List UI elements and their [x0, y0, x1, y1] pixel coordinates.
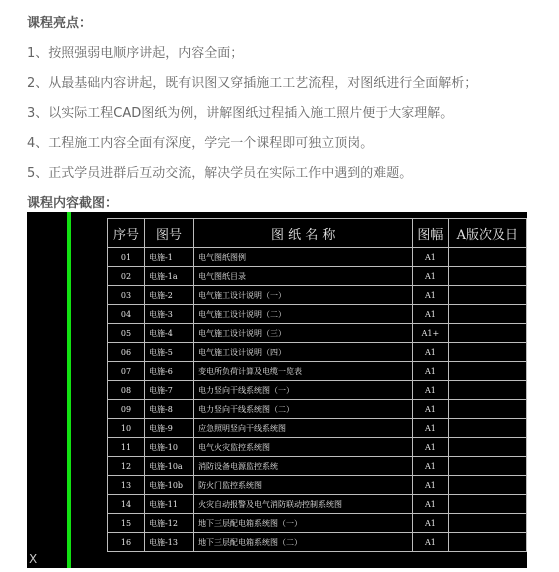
- row-drawing-no: 电施-5: [145, 343, 194, 362]
- row-no: 08: [108, 381, 145, 400]
- table-row: [108, 438, 527, 457]
- row-format: A1: [413, 419, 448, 438]
- row-revision: [448, 381, 526, 400]
- row-no: 02: [108, 267, 145, 286]
- row-drawing-name: 火灾自动报警及电气消防联动控制系统图: [194, 495, 413, 514]
- row-drawing-name: 变电所负荷计算及电缆一览表: [194, 362, 413, 381]
- row-drawing-name: 电气火灾监控系统图: [194, 438, 413, 457]
- row-no: 16: [108, 533, 145, 552]
- row-format: A1: [413, 343, 448, 362]
- table-row: [108, 267, 527, 286]
- header-drawing-no: 图号: [145, 219, 194, 248]
- highlight-item: 1、按照强弱电顺序讲起，内容全面；: [27, 46, 244, 61]
- table-row: [108, 495, 527, 514]
- row-revision: [448, 419, 526, 438]
- table-row: [108, 381, 527, 400]
- row-no: 07: [108, 362, 145, 381]
- row-revision: [448, 514, 526, 533]
- highlight-item: 5、正式学员进群后互动交流，解决学员在实际工作中遇到的难题。: [27, 166, 413, 181]
- table-row: [108, 400, 527, 419]
- row-format: A1: [413, 476, 448, 495]
- table-row: [108, 476, 527, 495]
- green-divider-line: [67, 212, 71, 568]
- row-revision: [448, 438, 526, 457]
- row-revision: [448, 400, 526, 419]
- row-drawing-no: 电施-7: [145, 381, 194, 400]
- row-drawing-no: 电施-10a: [145, 457, 194, 476]
- row-drawing-name: 消防设备电源监控系统: [194, 457, 413, 476]
- row-drawing-no: 电施-9: [145, 419, 194, 438]
- table-row: [108, 286, 527, 305]
- row-format: A1: [413, 438, 448, 457]
- row-format: A1: [413, 267, 448, 286]
- row-drawing-name: 防火门监控系统图: [194, 476, 413, 495]
- screenshot-heading: 课程内容截图：: [27, 196, 119, 211]
- header-format: 图幅: [413, 219, 448, 248]
- row-no: 12: [108, 457, 145, 476]
- table-row: [108, 419, 527, 438]
- row-drawing-name: 电力竖向干线系统图（二）: [194, 400, 413, 419]
- row-format: A1: [413, 248, 448, 267]
- row-drawing-name: 电气图纸图例: [194, 248, 413, 267]
- row-format: A1: [413, 381, 448, 400]
- row-format: A1: [413, 533, 448, 552]
- header-drawing-name: 图 纸 名 称: [194, 219, 413, 248]
- row-revision: [448, 305, 526, 324]
- row-drawing-no: 电施-13: [145, 533, 194, 552]
- row-drawing-name: 电气施工设计说明（三）: [194, 324, 413, 343]
- highlight-item: 4、工程施工内容全面有深度，学完一个课程即可独立顶岗。: [27, 136, 374, 151]
- header-no: 序号: [108, 219, 145, 248]
- row-no: 14: [108, 495, 145, 514]
- table-row: [108, 248, 527, 267]
- header-revision: A版次及日: [448, 219, 526, 248]
- row-drawing-name: 电气施工设计说明（一）: [194, 286, 413, 305]
- row-no: 11: [108, 438, 145, 457]
- row-format: A1: [413, 305, 448, 324]
- highlights-heading: 课程亮点：: [27, 16, 93, 31]
- row-drawing-name: 电气施工设计说明（二）: [194, 305, 413, 324]
- table-header-row: [108, 219, 527, 248]
- table-row: [108, 343, 527, 362]
- row-revision: [448, 362, 526, 381]
- row-drawing-no: 电施-6: [145, 362, 194, 381]
- row-revision: [448, 267, 526, 286]
- row-no: 15: [108, 514, 145, 533]
- row-no: 09: [108, 400, 145, 419]
- table-row: [108, 514, 527, 533]
- row-drawing-no: 电施-3: [145, 305, 194, 324]
- row-format: A1+: [413, 324, 448, 343]
- row-drawing-no: 电施-2: [145, 286, 194, 305]
- row-no: 04: [108, 305, 145, 324]
- table-row: [108, 324, 527, 343]
- row-format: A1: [413, 495, 448, 514]
- row-drawing-no: 电施-8: [145, 400, 194, 419]
- row-drawing-no: 电施-10: [145, 438, 194, 457]
- row-revision: [448, 457, 526, 476]
- row-format: A1: [413, 362, 448, 381]
- row-drawing-no: 电施-4: [145, 324, 194, 343]
- row-drawing-no: 电施-1: [145, 248, 194, 267]
- row-no: 05: [108, 324, 145, 343]
- table-row: [108, 362, 527, 381]
- row-revision: [448, 476, 526, 495]
- row-no: 06: [108, 343, 145, 362]
- row-no: 01: [108, 248, 145, 267]
- highlight-item: 2、从最基础内容讲起，既有识图又穿插施工工艺流程，对图纸进行全面解析；: [27, 76, 478, 91]
- table-row: [108, 457, 527, 476]
- row-revision: [448, 495, 526, 514]
- highlight-item: 3、以实际工程CAD图纸为例，讲解图纸过程插入施工照片便于大家理解。: [27, 106, 454, 121]
- row-drawing-no: 电施-10b: [145, 476, 194, 495]
- axis-x-mark: X: [29, 552, 38, 566]
- row-drawing-name: 电力竖向干线系统图（一）: [194, 381, 413, 400]
- row-no: 10: [108, 419, 145, 438]
- row-revision: [448, 324, 526, 343]
- row-revision: [448, 533, 526, 552]
- cad-screenshot: [27, 212, 527, 568]
- row-revision: [448, 286, 526, 305]
- row-drawing-name: 地下三层配电箱系统图（一）: [194, 514, 413, 533]
- row-drawing-name: 应急照明竖向干线系统图: [194, 419, 413, 438]
- row-drawing-no: 电施-12: [145, 514, 194, 533]
- row-revision: [448, 248, 526, 267]
- row-drawing-name: 地下三层配电箱系统图（二）: [194, 533, 413, 552]
- row-format: A1: [413, 400, 448, 419]
- table-row: [108, 533, 527, 552]
- row-drawing-no: 电施-11: [145, 495, 194, 514]
- row-format: A1: [413, 457, 448, 476]
- row-format: A1: [413, 286, 448, 305]
- row-drawing-no: 电施-1a: [145, 267, 194, 286]
- row-no: 13: [108, 476, 145, 495]
- table-row: [108, 305, 527, 324]
- drawing-list-table: [107, 218, 527, 552]
- row-drawing-name: 电气施工设计说明（四）: [194, 343, 413, 362]
- row-no: 03: [108, 286, 145, 305]
- row-revision: [448, 343, 526, 362]
- row-drawing-name: 电气图纸目录: [194, 267, 413, 286]
- row-format: A1: [413, 514, 448, 533]
